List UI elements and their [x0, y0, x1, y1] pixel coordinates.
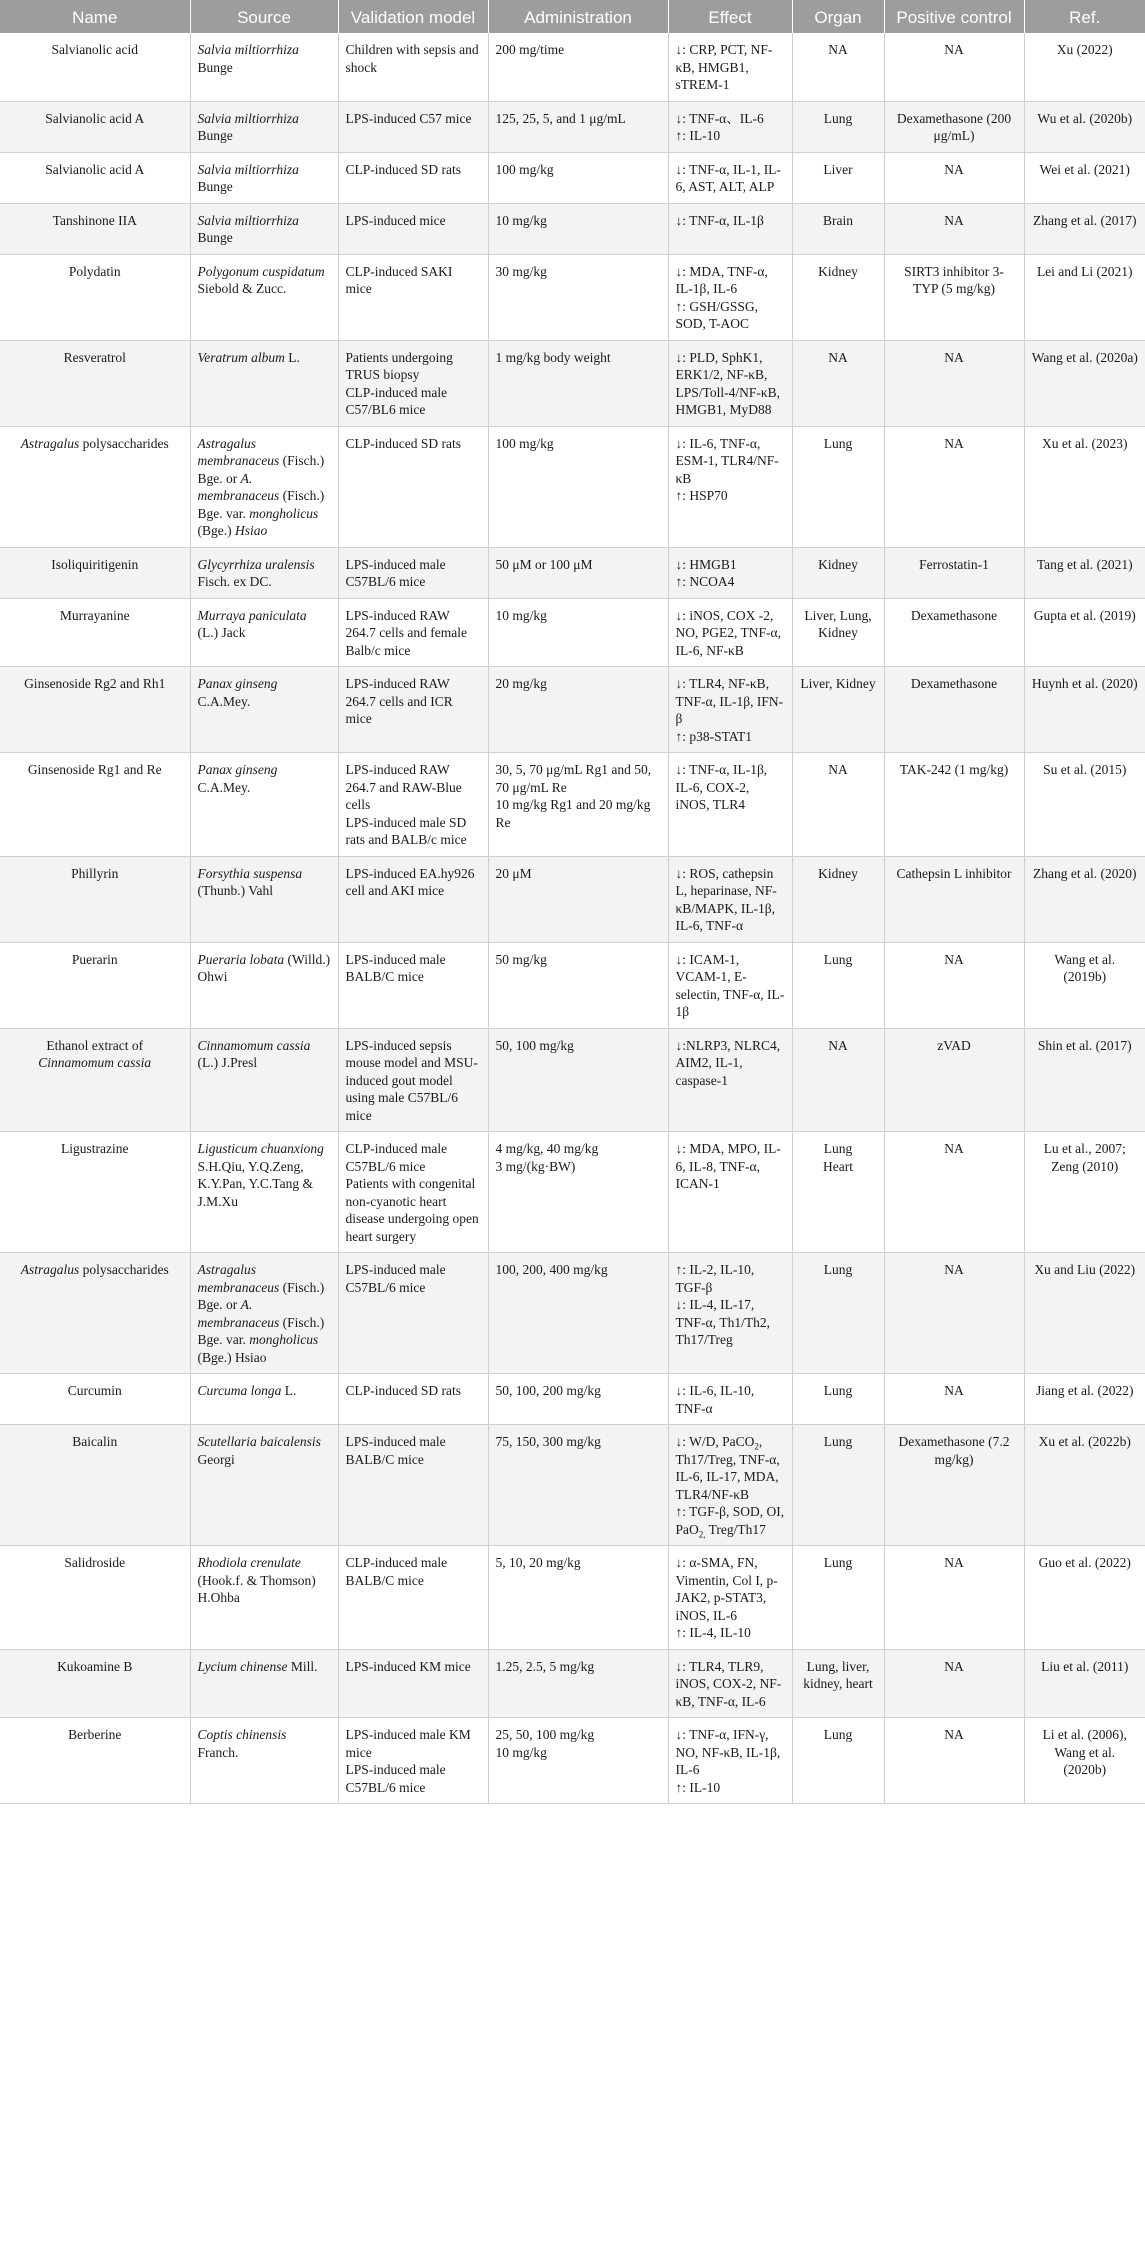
- cell-organ: Kidney: [792, 856, 884, 942]
- cell-organ: Liver, Kidney: [792, 667, 884, 753]
- table-row: [0, 426, 1145, 547]
- table-row: [0, 1546, 1145, 1650]
- table-row: [0, 667, 1145, 753]
- cell-effect: ↓: TNF-α, IFN-γ, NO, NF-κB, IL-1β, IL-6 ↑: IL-10: [668, 1718, 792, 1804]
- cell-validation-model: LPS-induced C57 mice: [338, 101, 488, 152]
- cell-name: Ginsenoside Rg2 and Rh1: [0, 667, 190, 753]
- cell-name: Ginsenoside Rg1 and Re: [0, 753, 190, 857]
- table-row: [0, 547, 1145, 598]
- table-row: [0, 33, 1145, 101]
- cell-name: Tanshinone IIA: [0, 203, 190, 254]
- cell-source: Murraya paniculata (L.) Jack: [190, 598, 338, 667]
- cell-name: Salvianolic acid A: [0, 101, 190, 152]
- cell-effect: ↓: TNF-α, IL-1β, IL-6, COX-2, iNOS, TLR4: [668, 753, 792, 857]
- cell-ref: Gupta et al. (2019): [1024, 598, 1145, 667]
- cell-positive-control: NA: [884, 1374, 1024, 1425]
- cell-administration: 75, 150, 300 mg/kg: [488, 1425, 668, 1546]
- table-row: [0, 152, 1145, 203]
- cell-ref: Li et al. (2006), Wang et al. (2020b): [1024, 1718, 1145, 1804]
- cell-administration: 50 mg/kg: [488, 942, 668, 1028]
- cell-validation-model: CLP-induced SD rats: [338, 426, 488, 547]
- cell-ref: Jiang et al. (2022): [1024, 1374, 1145, 1425]
- cell-administration: 50, 100 mg/kg: [488, 1028, 668, 1132]
- cell-organ: Lung: [792, 942, 884, 1028]
- cell-ref: Wang et al. (2020a): [1024, 340, 1145, 426]
- cell-effect: ↓: W/D, PaCO$_2$, Th17/Treg, TNF-α, IL-6, IL-17, MDA, TLR4/NF-κB ↑: TGF-β, SOD, OI, PaO$_{2,}$ Treg/Th17: [668, 1425, 792, 1546]
- cell-positive-control: NA: [884, 1649, 1024, 1718]
- cell-validation-model: LPS-induced RAW 264.7 and RAW-Blue cells LPS-induced male SD rats and BALB/c mice: [338, 753, 488, 857]
- cell-administration: 200 mg/time: [488, 33, 668, 101]
- cell-organ: Lung: [792, 1718, 884, 1804]
- cell-name: Murrayanine: [0, 598, 190, 667]
- cell-ref: Liu et al. (2011): [1024, 1649, 1145, 1718]
- table-row: [0, 1028, 1145, 1132]
- cell-administration: 10 mg/kg: [488, 598, 668, 667]
- cell-source: Salvia miltiorrhiza Bunge: [190, 33, 338, 101]
- cell-administration: 50, 100, 200 mg/kg: [488, 1374, 668, 1425]
- cell-name: Ligustrazine: [0, 1132, 190, 1253]
- cell-source: Veratrum album L.: [190, 340, 338, 426]
- cell-positive-control: NA: [884, 152, 1024, 203]
- cell-validation-model: LPS-induced RAW 264.7 cells and female Balb/c mice: [338, 598, 488, 667]
- cell-positive-control: Dexamethasone: [884, 667, 1024, 753]
- cell-name: Isoliquiritigenin: [0, 547, 190, 598]
- cell-organ: Brain: [792, 203, 884, 254]
- cell-positive-control: NA: [884, 426, 1024, 547]
- cell-ref: Xu (2022): [1024, 33, 1145, 101]
- table-row: [0, 1374, 1145, 1425]
- cell-name: Puerarin: [0, 942, 190, 1028]
- cell-ref: Zhang et al. (2017): [1024, 203, 1145, 254]
- cell-effect: ↓: ICAM-1, VCAM-1, E-selectin, TNF-α, IL-1β: [668, 942, 792, 1028]
- cell-positive-control: SIRT3 inhibitor 3-TYP (5 mg/kg): [884, 254, 1024, 340]
- cell-source: Lycium chinense Mill.: [190, 1649, 338, 1718]
- cell-ref: Lei and Li (2021): [1024, 254, 1145, 340]
- cell-ref: Wang et al. (2019b): [1024, 942, 1145, 1028]
- cell-name: Salvianolic acid A: [0, 152, 190, 203]
- cell-ref: Guo et al. (2022): [1024, 1546, 1145, 1650]
- table-row: [0, 942, 1145, 1028]
- header-ref: Ref.: [1024, 0, 1145, 33]
- header-effect: Effect: [668, 0, 792, 33]
- cell-effect: ↓: TLR4, TLR9, iNOS, COX-2, NF-κB, TNF-α, IL-6: [668, 1649, 792, 1718]
- cell-source: Salvia miltiorrhiza Bunge: [190, 203, 338, 254]
- cell-validation-model: CLP-induced SAKI mice: [338, 254, 488, 340]
- cell-validation-model: CLP-induced SD rats: [338, 152, 488, 203]
- cell-source: Astragalus membranaceus (Fisch.) Bge. or A. membranaceus (Fisch.) Bge. var. mongholicus (Bge.) Hsiao: [190, 1253, 338, 1374]
- cell-name: Astragalus polysaccharides: [0, 426, 190, 547]
- header-administration: Administration: [488, 0, 668, 33]
- cell-source: Astragalus membranaceus (Fisch.) Bge. or A. membranaceus (Fisch.) Bge. var. mongholicus (Bge.) Hsiao: [190, 426, 338, 547]
- cell-validation-model: LPS-induced male BALB/C mice: [338, 942, 488, 1028]
- cell-organ: NA: [792, 33, 884, 101]
- table-row: [0, 1649, 1145, 1718]
- cell-organ: Lung: [792, 1374, 884, 1425]
- cell-name: Kukoamine B: [0, 1649, 190, 1718]
- cell-validation-model: LPS-induced mice: [338, 203, 488, 254]
- cell-ref: Xu and Liu (2022): [1024, 1253, 1145, 1374]
- cell-effect: ↓: MDA, TNF-α, IL-1β, IL-6 ↑: GSH/GSSG, SOD, T-AOC: [668, 254, 792, 340]
- cell-administration: 4 mg/kg, 40 mg/kg 3 mg/(kg·BW): [488, 1132, 668, 1253]
- header-positive-control: Positive control: [884, 0, 1024, 33]
- cell-effect: ↓: CRP, PCT, NF-κB, HMGB1, sTREM-1: [668, 33, 792, 101]
- cell-source: Panax ginseng C.A.Mey.: [190, 753, 338, 857]
- cell-organ: Kidney: [792, 547, 884, 598]
- cell-validation-model: LPS-induced sepsis mouse model and MSU-induced gout model using male C57BL/6 mice: [338, 1028, 488, 1132]
- cell-organ: Lung: [792, 101, 884, 152]
- cell-name: Astragalus polysaccharides: [0, 1253, 190, 1374]
- cell-administration: 125, 25, 5, and 1 μg/mL: [488, 101, 668, 152]
- cell-administration: 1.25, 2.5, 5 mg/kg: [488, 1649, 668, 1718]
- cell-organ: Lung: [792, 1425, 884, 1546]
- cell-administration: 1 mg/kg body weight: [488, 340, 668, 426]
- cell-effect: ↓: ROS, cathepsin L, heparinase, NF-κB/MAPK, IL-1β, IL-6, TNF-α: [668, 856, 792, 942]
- table-row: [0, 1253, 1145, 1374]
- cell-ref: Zhang et al. (2020): [1024, 856, 1145, 942]
- cell-ref: Huynh et al. (2020): [1024, 667, 1145, 753]
- cell-organ: Lung, liver, kidney, heart: [792, 1649, 884, 1718]
- cell-source: Ligusticum chuanxiong S.H.Qiu, Y.Q.Zeng, K.Y.Pan, Y.C.Tang & J.M.Xu: [190, 1132, 338, 1253]
- cell-source: Scutellaria baicalensis Georgi: [190, 1425, 338, 1546]
- cell-validation-model: LPS-induced male BALB/C mice: [338, 1425, 488, 1546]
- cell-name: Ethanol extract of Cinnamomum cassia: [0, 1028, 190, 1132]
- header-name: Name: [0, 0, 190, 33]
- cell-administration: 100 mg/kg: [488, 152, 668, 203]
- cell-validation-model: LPS-induced male C57BL/6 mice: [338, 1253, 488, 1374]
- cell-source: Forsythia suspensa (Thunb.) Vahl: [190, 856, 338, 942]
- table-row: [0, 1718, 1145, 1804]
- cell-organ: NA: [792, 753, 884, 857]
- cell-ref: Su et al. (2015): [1024, 753, 1145, 857]
- cell-source: Glycyrrhiza uralensis Fisch. ex DC.: [190, 547, 338, 598]
- cell-positive-control: TAK-242 (1 mg/kg): [884, 753, 1024, 857]
- cell-validation-model: LPS-induced male C57BL/6 mice: [338, 547, 488, 598]
- cell-name: Polydatin: [0, 254, 190, 340]
- table-row: [0, 856, 1145, 942]
- cell-organ: Liver: [792, 152, 884, 203]
- cell-administration: 10 mg/kg: [488, 203, 668, 254]
- cell-organ: NA: [792, 1028, 884, 1132]
- cell-validation-model: Patients undergoing TRUS biopsy CLP-induced male C57/BL6 mice: [338, 340, 488, 426]
- cell-source: Cinnamomum cassia (L.) J.Presl: [190, 1028, 338, 1132]
- cell-positive-control: zVAD: [884, 1028, 1024, 1132]
- cell-name: Resveratrol: [0, 340, 190, 426]
- cell-validation-model: LPS-induced EA.hy926 cell and AKI mice: [338, 856, 488, 942]
- cell-administration: 30, 5, 70 μg/mL Rg1 and 50, 70 μg/mL Re 10 mg/kg Rg1 and 20 mg/kg Re: [488, 753, 668, 857]
- cell-validation-model: Children with sepsis and shock: [338, 33, 488, 101]
- cell-organ: Liver, Lung, Kidney: [792, 598, 884, 667]
- cell-positive-control: Cathepsin L inhibitor: [884, 856, 1024, 942]
- cell-organ: Lung: [792, 426, 884, 547]
- cell-name: Salidroside: [0, 1546, 190, 1650]
- cell-effect: ↓: PLD, SphK1, ERK1/2, NF-κB, LPS/Toll-4/NF-κB, HMGB1, MyD88: [668, 340, 792, 426]
- cell-source: Salvia miltiorrhiza Bunge: [190, 152, 338, 203]
- cell-effect: ↓: MDA, MPO, IL-6, IL-8, TNF-α, ICAN-1: [668, 1132, 792, 1253]
- cell-source: Coptis chinensis Franch.: [190, 1718, 338, 1804]
- header-organ: Organ: [792, 0, 884, 33]
- cell-administration: 20 μM: [488, 856, 668, 942]
- cell-source: Salvia miltiorrhiza Bunge: [190, 101, 338, 152]
- cell-ref: Wei et al. (2021): [1024, 152, 1145, 203]
- cell-positive-control: NA: [884, 1132, 1024, 1253]
- table-row: [0, 254, 1145, 340]
- cell-organ: Lung: [792, 1253, 884, 1374]
- cell-source: Polygonum cuspidatum Siebold & Zucc.: [190, 254, 338, 340]
- cell-administration: 25, 50, 100 mg/kg 10 mg/kg: [488, 1718, 668, 1804]
- cell-administration: 100, 200, 400 mg/kg: [488, 1253, 668, 1374]
- cell-effect: ↓: HMGB1 ↑: NCOA4: [668, 547, 792, 598]
- cell-source: Curcuma longa L.: [190, 1374, 338, 1425]
- cell-positive-control: Ferrostatin-1: [884, 547, 1024, 598]
- header-validation-model: Validation model: [338, 0, 488, 33]
- cell-ref: Xu et al. (2022b): [1024, 1425, 1145, 1546]
- table-row: [0, 598, 1145, 667]
- header-source: Source: [190, 0, 338, 33]
- cell-ref: Lu et al., 2007; Zeng (2010): [1024, 1132, 1145, 1253]
- cell-effect: ↓: IL-6, IL-10, TNF-α: [668, 1374, 792, 1425]
- cell-effect: ↑: IL-2, IL-10, TGF-β ↓: IL-4, IL-17, TNF-α, Th1/Th2, Th17/Treg: [668, 1253, 792, 1374]
- cell-validation-model: CLP-induced male BALB/C mice: [338, 1546, 488, 1650]
- cell-organ: NA: [792, 340, 884, 426]
- cell-source: Pueraria lobata (Willd.) Ohwi: [190, 942, 338, 1028]
- cell-validation-model: LPS-induced KM mice: [338, 1649, 488, 1718]
- table-row: [0, 340, 1145, 426]
- table-body: [0, 33, 1145, 1804]
- cell-organ: Lung Heart: [792, 1132, 884, 1253]
- table-row: [0, 753, 1145, 857]
- cell-positive-control: NA: [884, 203, 1024, 254]
- table-row: [0, 1132, 1145, 1253]
- cell-administration: 20 mg/kg: [488, 667, 668, 753]
- cell-name: Baicalin: [0, 1425, 190, 1546]
- cell-source: Panax ginseng C.A.Mey.: [190, 667, 338, 753]
- cell-effect: ↓: iNOS, COX -2, NO, PGE2, TNF-α, IL-6, NF-κB: [668, 598, 792, 667]
- table-row: [0, 1425, 1145, 1546]
- cell-name: Phillyrin: [0, 856, 190, 942]
- table-row: [0, 203, 1145, 254]
- cell-validation-model: CLP-induced male C57BL/6 mice Patients with congenital non-cyanotic heart disease undergoing open heart surgery: [338, 1132, 488, 1253]
- cell-administration: 30 mg/kg: [488, 254, 668, 340]
- cell-positive-control: Dexamethasone: [884, 598, 1024, 667]
- cell-source: Rhodiola crenulate (Hook.f. & Thomson) H.Ohba: [190, 1546, 338, 1650]
- cell-effect: ↓: TNF-α, IL-1β: [668, 203, 792, 254]
- table-header-row: [0, 0, 1145, 33]
- cell-effect: ↓: TLR4, NF-κB, TNF-α, IL-1β, IFN-β ↑: p38-STAT1: [668, 667, 792, 753]
- cell-effect: ↓: IL-6, TNF-α, ESM-1, TLR4/NF-κB ↑: HSP70: [668, 426, 792, 547]
- cell-administration: 50 μM or 100 μM: [488, 547, 668, 598]
- table-row: [0, 101, 1145, 152]
- cell-positive-control: NA: [884, 942, 1024, 1028]
- cell-name: Berberine: [0, 1718, 190, 1804]
- cell-positive-control: NA: [884, 33, 1024, 101]
- cell-validation-model: LPS-induced male KM mice LPS-induced male C57BL/6 mice: [338, 1718, 488, 1804]
- cell-positive-control: NA: [884, 1718, 1024, 1804]
- cell-ref: Tang et al. (2021): [1024, 547, 1145, 598]
- cell-positive-control: NA: [884, 1546, 1024, 1650]
- cell-effect: ↓: TNF-α, IL-1, IL-6, AST, ALT, ALP: [668, 152, 792, 203]
- cell-positive-control: Dexamethasone (200 μg/mL): [884, 101, 1024, 152]
- cell-name: Salvianolic acid: [0, 33, 190, 101]
- cell-administration: 5, 10, 20 mg/kg: [488, 1546, 668, 1650]
- cell-ref: Wu et al. (2020b): [1024, 101, 1145, 152]
- cell-positive-control: Dexamethasone (7.2 mg/kg): [884, 1425, 1024, 1546]
- cell-effect: ↓:NLRP3, NLRC4, AIM2, IL-1, caspase-1: [668, 1028, 792, 1132]
- cell-organ: Lung: [792, 1546, 884, 1650]
- cell-ref: Xu et al. (2023): [1024, 426, 1145, 547]
- cell-positive-control: NA: [884, 340, 1024, 426]
- cell-validation-model: CLP-induced SD rats: [338, 1374, 488, 1425]
- cell-administration: 100 mg/kg: [488, 426, 668, 547]
- cell-positive-control: NA: [884, 1253, 1024, 1374]
- cell-ref: Shin et al. (2017): [1024, 1028, 1145, 1132]
- cell-name: Curcumin: [0, 1374, 190, 1425]
- cell-validation-model: LPS-induced RAW 264.7 cells and ICR mice: [338, 667, 488, 753]
- cell-effect: ↓: TNF-α、IL-6 ↑: IL-10: [668, 101, 792, 152]
- cell-organ: Kidney: [792, 254, 884, 340]
- cell-effect: ↓: α-SMA, FN, Vimentin, Col I, p-JAK2, p-STAT3, iNOS, IL-6 ↑: IL-4, IL-10: [668, 1546, 792, 1650]
